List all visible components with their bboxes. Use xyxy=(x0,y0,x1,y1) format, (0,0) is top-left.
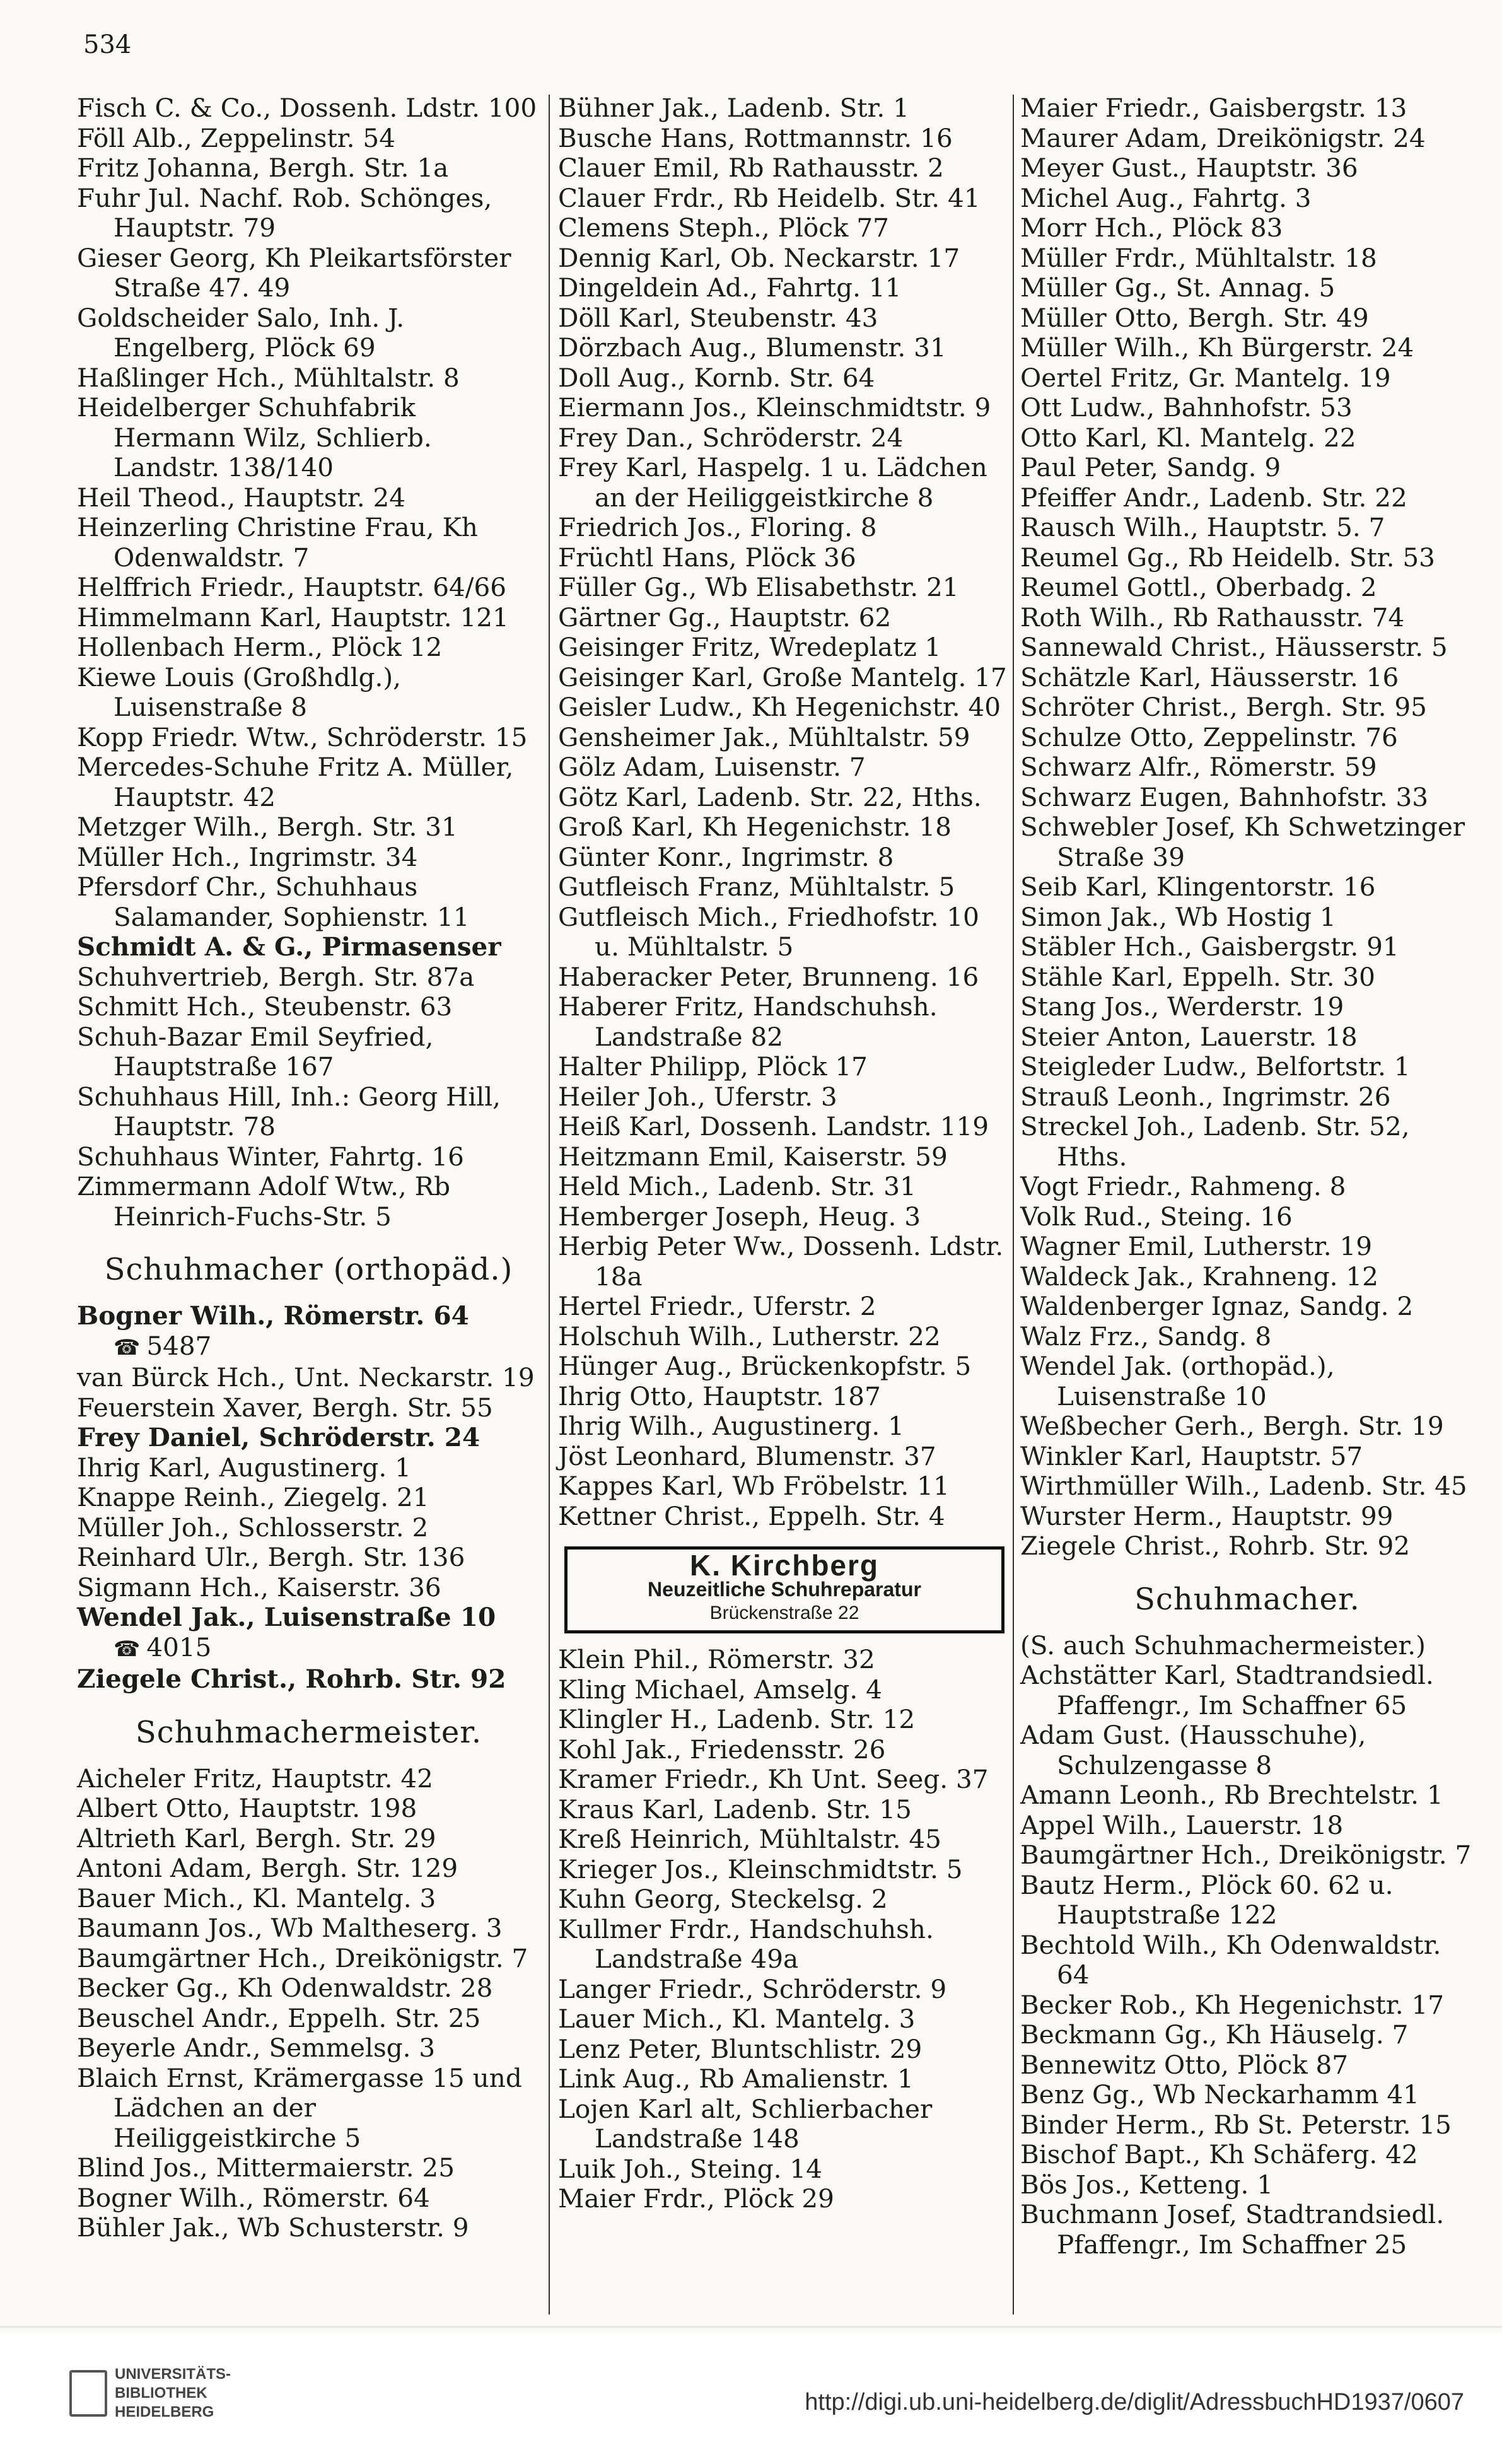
directory-entry: Baumgärtner Hch., Dreikönigstr. 7 xyxy=(77,1942,528,1973)
directory-entry: Haberer Fritz, Handschuhsh. Landstraße 82 xyxy=(558,991,946,1052)
directory-entry: Achstätter Karl, Stadtrandsiedl. Pfaffengr., Im Schaffner 65 xyxy=(1020,1660,1442,1720)
directory-entry: Föll Alb., Zeppelinstr. 54 xyxy=(77,122,395,153)
directory-entry: Steigleder Ludw., Belfortstr. 1 xyxy=(1020,1051,1411,1082)
directory-entry: Schuhvertrieb, Bergh. Str. 87a xyxy=(77,961,475,992)
directory-entry: Simon Jak., Wb Hostig 1 xyxy=(1020,901,1336,932)
directory-entry: Gutfleisch Franz, Mühltalstr. 5 xyxy=(558,872,955,902)
directory-entry: Krieger Jos., Kleinschmidtstr. 5 xyxy=(558,1854,963,1884)
directory-entry: Baumann Jos., Wb Maltheserg. 3 xyxy=(77,1913,503,1943)
directory-entry: Kuhn Georg, Steckelsg. 2 xyxy=(558,1884,888,1914)
directory-entry: Zimmermann Adolf Wtw., Rb Heinrich-Fuchs-Str. 5 xyxy=(77,1171,458,1232)
directory-entry: Schätzle Karl, Häusserstr. 16 xyxy=(1020,662,1399,692)
directory-entry: Kramer Friedr., Kh Unt. Seeg. 37 xyxy=(558,1764,989,1794)
directory-entry: Kling Michael, Amselg. 4 xyxy=(558,1674,882,1705)
directory-entry: Groß Karl, Kh Hegenichstr. 18 xyxy=(558,812,952,842)
directory-entry: Strauß Leonh., Ingrimstr. 26 xyxy=(1020,1081,1391,1112)
directory-entry: Müller Gg., St. Annag. 5 xyxy=(1020,272,1336,303)
advertisement-address: Brückenstraße 22 xyxy=(709,1603,859,1623)
directory-entry: Bös Jos., Ketteng. 1 xyxy=(1020,2169,1274,2200)
directory-entry: Maier Friedr., Gaisbergstr. 13 xyxy=(1020,93,1407,123)
directory-entry: Aicheler Fritz, Hauptstr. 42 xyxy=(77,1763,433,1794)
section-heading: Schuhmachermeister. xyxy=(135,1714,482,1750)
directory-entry: Gutfleisch Mich., Friedhofstr. 10 u. Mühltalstr. 5 xyxy=(558,901,987,962)
directory-entry: Bühner Jak., Ladenb. Str. 1 xyxy=(558,93,909,123)
directory-entry: Heil Theod., Hauptstr. 24 xyxy=(77,482,406,513)
directory-entry: Maier Frdr., Plöck 29 xyxy=(558,2183,834,2214)
directory-entry: Heiler Joh., Uferstr. 3 xyxy=(558,1081,837,1112)
directory-entry: Günter Konr., Ingrimstr. 8 xyxy=(558,841,894,872)
directory-entry: Wendel Jak., Luisenstraße 10 xyxy=(77,1602,496,1632)
directory-entry: Holschuh Wilh., Lutherstr. 22 xyxy=(558,1321,941,1352)
directory-entry: Lauer Mich., Kl. Mantelg. 3 xyxy=(558,2004,916,2034)
directory-entry: Schwarz Eugen, Bahnhofstr. 33 xyxy=(1020,781,1429,812)
directory-entry: Knappe Reinh., Ziegelg. 21 xyxy=(77,1482,429,1512)
directory-entry: Roth Wilh., Rb Rathausstr. 74 xyxy=(1020,602,1405,633)
directory-column-1 xyxy=(77,93,540,2243)
directory-entry: Blaich Ernst, Krämergasse 15 und Lädchen an der Heiliggeistkirche 5 xyxy=(77,2062,530,2153)
directory-entry: Fisch C. & Co., Dossenh. Ldstr. 100 xyxy=(77,93,537,123)
directory-entry: Bautz Herm., Plöck 60. 62 u. Hauptstraße 122 xyxy=(1020,1869,1402,1930)
directory-entry: Haberacker Peter, Brunneng. 16 xyxy=(558,961,979,992)
directory-entry: Fritz Johanna, Bergh. Str. 1a xyxy=(77,153,449,183)
directory-entry: Stähle Karl, Eppelh. Str. 30 xyxy=(1020,961,1375,992)
directory-entry: Goldscheider Salo, Inh. J. Engelberg, Plöck 69 xyxy=(77,302,412,363)
directory-entry: Schmidt A. & G., Pirmasenser xyxy=(77,931,501,962)
directory-entry: Weßbecher Gerh., Bergh. Str. 19 xyxy=(1020,1411,1444,1441)
directory-entry: Geisler Ludw., Kh Hegenichstr. 40 xyxy=(558,692,1001,722)
directory-entry: Benz Gg., Wb Neckarhamm 41 xyxy=(1020,2079,1419,2110)
telephone-icon: ☎ xyxy=(114,1334,141,1360)
directory-entry: Geisinger Karl, Große Mantelg. 17 xyxy=(558,662,1007,692)
directory-entry: Pfeiffer Andr., Ladenb. Str. 22 xyxy=(1020,482,1407,513)
directory-entry: Schuhhaus Hill, Inh.: Georg Hill, Hauptstr. 78 xyxy=(77,1081,509,1141)
directory-entry: Otto Karl, Kl. Mantelg. 22 xyxy=(1020,422,1356,453)
directory-entry: Kopp Friedr. Wtw., Schröderstr. 15 xyxy=(77,721,528,752)
directory-entry: Becker Gg., Kh Odenwaldstr. 28 xyxy=(77,1973,493,2003)
directory-entry: Kappes Karl, Wb Fröbelstr. 11 xyxy=(558,1471,950,1501)
directory-entry: Morr Hch., Plöck 83 xyxy=(1020,213,1283,243)
directory-entry: Sannewald Christ., Häusserstr. 5 xyxy=(1020,632,1448,662)
source-url[interactable]: http://digi.ub.uni-heidelberg.de/diglit/AdressbuchHD1937/0607 xyxy=(805,2389,1464,2415)
directory-entry: Langer Friedr., Schröderstr. 9 xyxy=(558,1973,947,2004)
library-name-line: HEIDELBERG xyxy=(115,2403,214,2420)
directory-entry: Ihrig Otto, Hauptstr. 187 xyxy=(558,1381,881,1411)
directory-entry: Schuhhaus Winter, Fahrtg. 16 xyxy=(77,1141,464,1172)
directory-entry: Hünger Aug., Brückenkopfstr. 5 xyxy=(558,1351,972,1381)
directory-entry: Müller Frdr., Mühltalstr. 18 xyxy=(1020,242,1377,273)
directory-entry: Meyer Gust., Hauptstr. 36 xyxy=(1020,153,1358,183)
directory-entry: (S. auch Schuhmachermeister.) xyxy=(1020,1630,1426,1661)
directory-entry: Jöst Leonhard, Blumenstr. 37 xyxy=(558,1440,936,1471)
directory-entry: Wurster Herm., Hauptstr. 99 xyxy=(1020,1500,1394,1531)
directory-entry: Kullmer Frdr., Handschuhsh. Landstraße 49a xyxy=(558,1913,942,1974)
directory-entry: Heiß Karl, Dossenh. Landstr. 119 xyxy=(558,1111,989,1141)
directory-entry: Bühler Jak., Wb Schusterstr. 9 xyxy=(77,2212,469,2243)
directory-entry: Albert Otto, Hauptstr. 198 xyxy=(77,1793,417,1823)
directory-entry: Link Aug., Rb Amalienstr. 1 xyxy=(558,2064,914,2094)
directory-entry: Döll Karl, Steubenstr. 43 xyxy=(558,302,878,333)
directory-entry: Helffrich Friedr., Hauptstr. 64/66 xyxy=(77,572,506,602)
directory-column-2 xyxy=(558,93,1011,2214)
directory-entry: Früchtl Hans, Plöck 36 xyxy=(558,542,856,573)
directory-entry: Kettner Christ., Eppelh. Str. 4 xyxy=(558,1500,945,1531)
library-logo-icon xyxy=(69,2370,107,2417)
directory-entry: Maurer Adam, Dreikönigstr. 24 xyxy=(1020,122,1426,153)
directory-entry: Held Mich., Ladenb. Str. 31 xyxy=(558,1171,916,1201)
directory-entry: Bennewitz Otto, Plöck 87 xyxy=(1020,2049,1349,2080)
directory-entry: Rausch Wilh., Hauptstr. 5. 7 xyxy=(1020,512,1385,542)
advertisement-box xyxy=(564,1546,1004,1633)
section-heading: Schuhmacher (orthopäd.) xyxy=(104,1252,513,1287)
directory-entry: Beyerle Andr., Semmelsg. 3 xyxy=(77,2033,436,2063)
directory-entry: Baumgärtner Hch., Dreikönigstr. 7 xyxy=(1020,1840,1472,1870)
library-name-line: UNIVERSITÄTS- xyxy=(115,2366,231,2383)
directory-entry: Kiewe Louis (Großhdlg.), Luisenstraße 8 xyxy=(77,662,409,722)
directory-entry: Ihrig Wilh., Augustinerg. 1 xyxy=(558,1411,904,1441)
directory-entry: Dennig Karl, Ob. Neckarstr. 17 xyxy=(558,242,960,273)
directory-entry: Ziegele Christ., Rohrb. Str. 92 xyxy=(1020,1531,1411,1561)
directory-entry: Dingeldein Ad., Fahrtg. 11 xyxy=(558,272,902,303)
directory-entry: Winkler Karl, Hauptstr. 57 xyxy=(1020,1440,1363,1471)
directory-entry: Altrieth Karl, Bergh. Str. 29 xyxy=(77,1823,436,1854)
directory-entry: Vogt Friedr., Rahmeng. 8 xyxy=(1020,1171,1346,1201)
directory-entry: Müller Wilh., Kh Bürgerstr. 24 xyxy=(1020,332,1414,363)
column-divider xyxy=(1013,95,1014,2315)
directory-entry: Schulze Otto, Zeppelinstr. 76 xyxy=(1020,721,1398,752)
directory-entry: Frey Daniel, Schröderstr. 24 xyxy=(77,1422,480,1452)
directory-entry: Wirthmüller Wilh., Ladenb. Str. 45 xyxy=(1020,1471,1467,1501)
directory-entry: Amann Leonh., Rb Brechtelstr. 1 xyxy=(1020,1780,1443,1810)
directory-entry: Becker Rob., Kh Hegenichstr. 17 xyxy=(1020,1989,1445,2020)
directory-entry: Fuhr Jul. Nachf. Rob. Schönges, Hauptstr. 79 xyxy=(77,182,501,243)
directory-entry: Streckel Joh., Ladenb. Str. 52, Hths. xyxy=(1020,1111,1418,1172)
directory-entry: Binder Herm., Rb St. Peterstr. 15 xyxy=(1020,2109,1452,2140)
directory-entry: Wendel Jak. (orthopäd.), Luisenstraße 10 xyxy=(1020,1351,1343,1411)
directory-entry: Stang Jos., Werderstr. 19 xyxy=(1020,991,1344,1022)
directory-entry: Herbig Peter Ww., Dossenh. Ldstr. 18a xyxy=(558,1231,1012,1292)
directory-entry: Beuschel Andr., Eppelh. Str. 25 xyxy=(77,2002,481,2033)
directory-entry: Kreß Heinrich, Mühltalstr. 45 xyxy=(558,1824,941,1854)
directory-entry: Seib Karl, Klingentorstr. 16 xyxy=(1020,872,1376,902)
directory-entry: Klein Phil., Römerstr. 32 xyxy=(558,1644,875,1674)
directory-entry: Ihrig Karl, Augustinerg. 1 xyxy=(77,1452,411,1483)
library-name-line: BIBLIOTHEK xyxy=(115,2385,207,2402)
directory-entry: Geisinger Fritz, Wredeplatz 1 xyxy=(558,632,941,662)
advertisement-name: K. Kirchberg xyxy=(689,1549,880,1582)
directory-column-3 xyxy=(1020,93,1474,2260)
library-name xyxy=(115,2365,231,2422)
directory-entry: Gölz Adam, Luisenstr. 7 xyxy=(558,752,866,782)
directory-entry: Schuh-Bazar Emil Seyfried, Hauptstraße 167 xyxy=(77,1021,442,1082)
directory-entry: Haßlinger Hch., Mühltalstr. 8 xyxy=(77,362,460,393)
directory-entry: Schwarz Alfr., Römerstr. 59 xyxy=(1020,752,1377,782)
directory-entry: Hollenbach Herm., Plöck 12 xyxy=(77,632,443,662)
directory-entry: Doll Aug., Kornb. Str. 64 xyxy=(558,362,875,393)
directory-entry: Heidelberger Schuhfabrik Hermann Wilz, Schlierb. Landstr. 138/140 xyxy=(77,392,440,482)
directory-entry: Frey Dan., Schröderstr. 24 xyxy=(558,422,904,453)
directory-entry: Appel Wilh., Lauerstr. 18 xyxy=(1020,1809,1344,1840)
directory-entry: Steier Anton, Lauerstr. 18 xyxy=(1020,1021,1358,1052)
advertisement-slogan: Neuzeitliche Schuhreparatur xyxy=(648,1578,921,1601)
directory-entry: Gieser Georg, Kh Pleikartsförster Straße 47. 49 xyxy=(77,242,520,303)
directory-entry: Stäbler Hch., Gaisbergstr. 91 xyxy=(1020,931,1399,962)
directory-entry: Frey Karl, Haspelg. 1 u. Lädchen an der Heiliggeistkirche 8 xyxy=(558,452,996,513)
directory-entry: Ziegele Christ., Rohrb. Str. 92 xyxy=(77,1664,506,1694)
directory-entry: Metzger Wilh., Bergh. Str. 31 xyxy=(77,812,458,842)
directory-entry: Volk Rud., Steing. 16 xyxy=(1020,1201,1293,1232)
directory-entry: Sigmann Hch., Kaiserstr. 36 xyxy=(77,1572,441,1603)
directory-entry: Ott Ludw., Bahnhofstr. 53 xyxy=(1020,392,1353,423)
directory-entry: Mercedes-Schuhe Fritz A. Müller, Hauptstr. 42 xyxy=(77,752,522,812)
directory-entry: Busche Hans, Rottmannstr. 16 xyxy=(558,122,953,153)
directory-entry: Müller Hch., Ingrimstr. 34 xyxy=(77,841,418,872)
directory-entry: Walz Frz., Sandg. 8 xyxy=(1020,1321,1272,1352)
directory-entry: Beckmann Gg., Kh Häuselg. 7 xyxy=(1020,2019,1409,2050)
phone-number xyxy=(77,1331,540,1363)
directory-entry: Luik Joh., Steing. 14 xyxy=(558,2153,822,2184)
directory-entry: Clauer Frdr., Rb Heidelb. Str. 41 xyxy=(558,182,981,213)
directory-entry: van Bürck Hch., Unt. Neckarstr. 19 xyxy=(77,1362,535,1393)
directory-entry: Michel Aug., Fahrtg. 3 xyxy=(1020,182,1312,213)
phone-number xyxy=(77,1633,540,1665)
directory-entry: Gensheimer Jak., Mühltalstr. 59 xyxy=(558,721,970,752)
directory-entry: Clemens Steph., Plöck 77 xyxy=(558,213,889,243)
directory-entry: Pfersdorf Chr., Schuhhaus Salamander, Sophienstr. 11 xyxy=(77,872,470,932)
directory-entry: Waldenberger Ignaz, Sandg. 2 xyxy=(1020,1291,1414,1321)
directory-entry: Gärtner Gg., Hauptstr. 62 xyxy=(558,602,892,633)
directory-entry: Halter Philipp, Plöck 17 xyxy=(558,1051,868,1082)
directory-entry: Füller Gg., Wb Elisabethstr. 21 xyxy=(558,572,959,602)
directory-entry: Himmelmann Karl, Hauptstr. 121 xyxy=(77,602,509,633)
section-heading: Schuhmacher. xyxy=(1134,1581,1360,1617)
directory-entry: Lenz Peter, Bluntschlistr. 29 xyxy=(558,2033,923,2064)
directory-entry: Bauer Mich., Kl. Mantelg. 3 xyxy=(77,1883,436,1913)
directory-entry: Kohl Jak., Friedensstr. 26 xyxy=(558,1734,886,1765)
directory-entry: Götz Karl, Ladenb. Str. 22, Hths. xyxy=(558,781,982,812)
directory-entry: Hertel Friedr., Uferstr. 2 xyxy=(558,1291,876,1321)
directory-entry: Hemberger Joseph, Heug. 3 xyxy=(558,1201,921,1232)
directory-entry: Reinhard Ulr., Bergh. Str. 136 xyxy=(77,1542,465,1572)
directory-entry: Heitzmann Emil, Kaiserstr. 59 xyxy=(558,1141,948,1172)
directory-entry: Bischof Bapt., Kh Schäferg. 42 xyxy=(1020,2139,1418,2169)
directory-entry: Müller Otto, Bergh. Str. 49 xyxy=(1020,302,1369,333)
phone-number-text: 4015 xyxy=(146,1632,212,1662)
telephone-icon: ☎ xyxy=(114,1636,141,1662)
column-divider xyxy=(549,95,550,2315)
directory-entry: Heinzerling Christine Frau, Kh Odenwaldstr. 7 xyxy=(77,512,486,573)
directory-entry: Paul Peter, Sandg. 9 xyxy=(1020,452,1281,482)
page-number: 534 xyxy=(83,30,132,59)
directory-entry: Lojen Karl alt, Schlierbacher Landstraße 148 xyxy=(558,2093,941,2154)
directory-entry: Clauer Emil, Rb Rathausstr. 2 xyxy=(558,153,944,183)
directory-entry: Buchmann Josef, Stadtrandsiedl. Pfaffengr., Im Schaffner 25 xyxy=(1020,2199,1453,2260)
directory-entry: Bogner Wilh., Römerstr. 64 xyxy=(77,2182,430,2213)
directory-entry: Eiermann Jos., Kleinschmidtstr. 9 xyxy=(558,392,991,423)
directory-entry: Schwebler Josef, Kh Schwetzinger Straße 39 xyxy=(1020,812,1474,872)
directory-entry: Kraus Karl, Ladenb. Str. 15 xyxy=(558,1794,912,1825)
directory-entry: Schmitt Hch., Steubenstr. 63 xyxy=(77,991,453,1022)
directory-entry: Oertel Fritz, Gr. Mantelg. 19 xyxy=(1020,362,1391,393)
directory-entry: Adam Gust. (Hausschuhe), Schulzengasse 8 xyxy=(1020,1720,1375,1780)
directory-entry: Waldeck Jak., Krahneng. 12 xyxy=(1020,1261,1378,1292)
directory-entry: Schröter Christ., Bergh. Str. 95 xyxy=(1020,692,1427,722)
directory-entry: Wagner Emil, Lutherstr. 19 xyxy=(1020,1231,1373,1261)
directory-entry: Dörzbach Aug., Blumenstr. 31 xyxy=(558,332,946,363)
directory-entry: Reumel Gottl., Oberbadg. 2 xyxy=(1020,572,1377,602)
directory-entry: Antoni Adam, Bergh. Str. 129 xyxy=(77,1853,458,1883)
directory-entry: Bogner Wilh., Römerstr. 64 xyxy=(77,1300,469,1331)
footer xyxy=(0,2333,1502,2464)
directory-entry: Reumel Gg., Rb Heidelb. Str. 53 xyxy=(1020,542,1435,573)
footer-divider xyxy=(0,2326,1502,2328)
directory-entry: Blind Jos., Mittermaierstr. 25 xyxy=(77,2152,455,2183)
directory-entry: Friedrich Jos., Floring. 8 xyxy=(558,512,877,542)
phone-number-text: 5487 xyxy=(146,1330,212,1361)
directory-entry: Bechtold Wilh., Kh Odenwaldstr. 64 xyxy=(1020,1929,1450,1990)
directory-entry: Müller Joh., Schlosserstr. 2 xyxy=(77,1512,429,1543)
directory-entry: Feuerstein Xaver, Bergh. Str. 55 xyxy=(77,1392,493,1423)
directory-entry: Klingler H., Ladenb. Str. 12 xyxy=(558,1704,916,1734)
